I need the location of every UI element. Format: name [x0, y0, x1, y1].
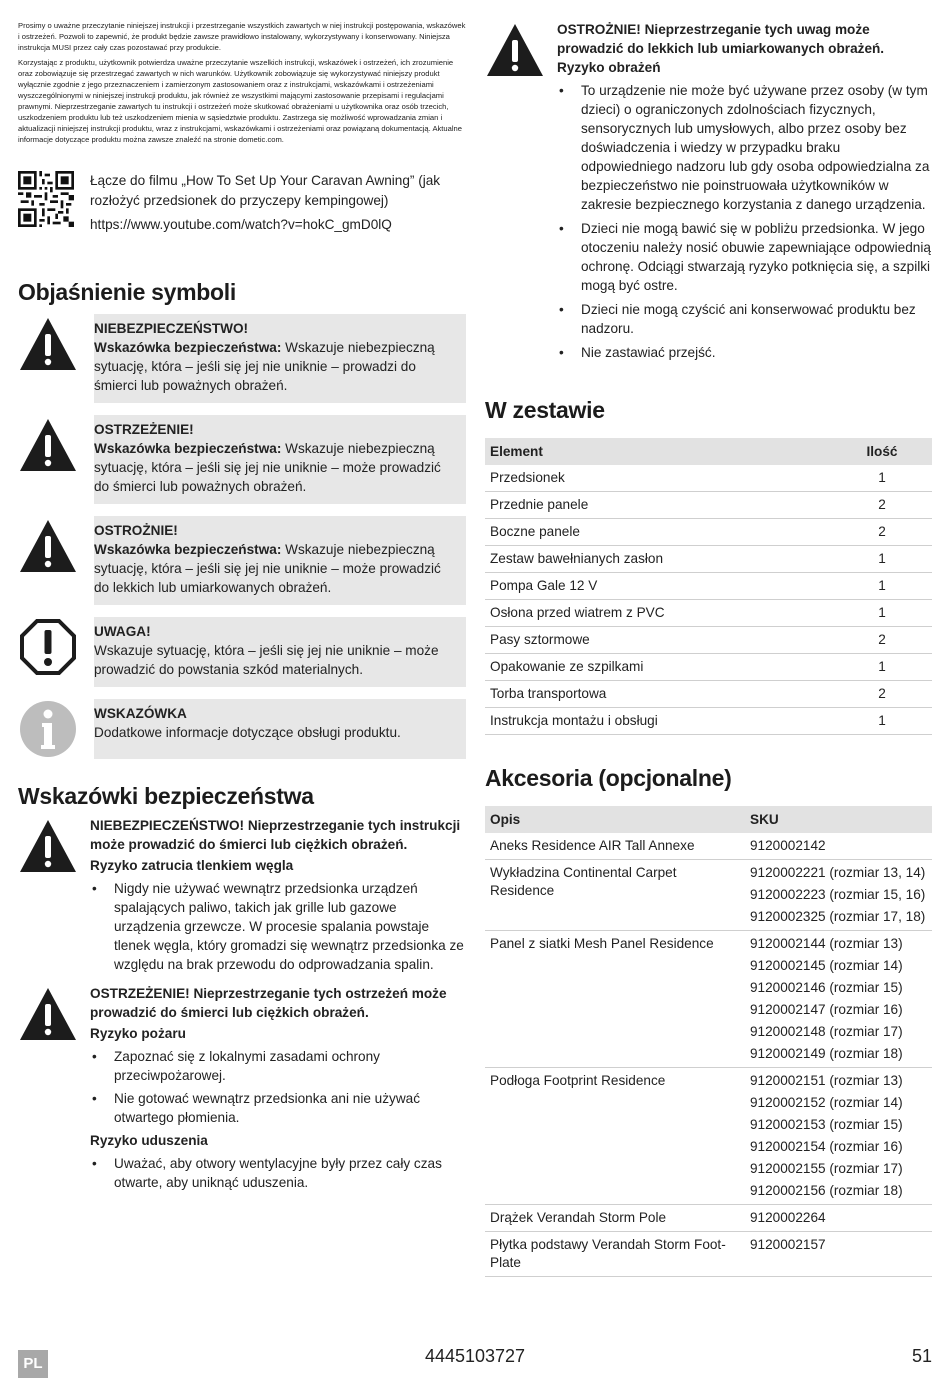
table-row: [485, 492, 932, 519]
qty-cell: 1: [832, 546, 932, 573]
sku-value: 9120002223 (rozmiar 15, 16): [750, 887, 926, 902]
sku-value: 9120002156 (rozmiar 18): [750, 1183, 903, 1198]
qty-cell: 2: [832, 627, 932, 654]
symbol-label: WSKAZÓWKA: [94, 706, 187, 721]
sku-value: 9120002149 (rozmiar 18): [750, 1046, 903, 1061]
page-number: 51: [911, 1346, 932, 1366]
table-row: [485, 1232, 932, 1277]
sku-value: 9120002147 (rozmiar 16): [750, 1002, 903, 1017]
sku-value: 9120002151 (rozmiar 13): [750, 1073, 903, 1088]
list-item: • To urządzenie nie może być używane przez osoby (w tym dzieci) o ograniczonych zdolnościach fizycznych, sensorycznych lub umysłowych, albo przez osoby bez doświadczenia i wiedzy w przypadku braku odpowiedniego nadzoru lub gdy osoba odpowiedzialna za bezpieczeństwo nie poinstruowała użytkowników w zakresie bezpiecznego korzystania z danego urządzenia.: [557, 81, 932, 214]
qty-cell: 1: [832, 600, 932, 627]
column-header-element: Element: [485, 438, 832, 465]
item-cell: Boczne panele: [485, 519, 832, 546]
caution-heading: OSTROŻNIE! Nieprzestrzeganie tych uwag może prowadzić do lekkich lub umiarkowanych obrażeń.: [557, 22, 885, 56]
table-row: [485, 519, 932, 546]
symbol-text: Dodatkowe informacje dotyczące obsługi produktu.: [94, 725, 401, 740]
desc-cell: Wykładzina Continental Carpet Residence: [485, 860, 745, 931]
symbol-caution-row: [18, 516, 466, 605]
list-item: • Dzieci nie mogą czyścić ani konserwować produktu bez nadzoru.: [557, 300, 932, 338]
column-header-desc: Opis: [485, 806, 745, 833]
item-cell: Pasy sztormowe: [485, 627, 832, 654]
sku-value: 9120002325 (rozmiar 17, 18): [750, 909, 926, 924]
symbol-lead: Wskazówka bezpieczeństwa:: [94, 441, 282, 456]
table-row: [485, 1205, 932, 1232]
list-item: • Dzieci nie mogą bawić się w pobliżu przedsionka. W jego otoczeniu należy nosić obuwie zapewniające odpowiednią ochronę. Odciągi stwarzają ryzyko potknięcia się, a szpilki mogą być ostre.: [557, 219, 932, 295]
table-row: [485, 654, 932, 681]
item-cell: Osłona przed wiatrem z PVC: [485, 600, 832, 627]
risk-title: Ryzyko pożaru: [90, 1026, 186, 1041]
sku-value: 9120002144 (rozmiar 13): [750, 936, 903, 951]
table-row: [485, 573, 932, 600]
intro-paragraph-1: Prosimy o uważne przeczytanie niniejszej instrukcji i przestrzeganie wszystkich zawartych w niej instrukcji postępowania, wskazówek i ostrzeżeń. Pozwoli to zapewnić, że produkt będzie zawsze prawidłowo instalowany, wykorzystywany i konserwowany. Niniejsza instrukcja MUSI przez cały czas pozostawać przy produkcie.: [18, 21, 466, 52]
table-row: [485, 627, 932, 654]
desc-cell: Aneks Residence AIR Tall Annexe: [485, 833, 745, 860]
symbol-warning-row: [18, 415, 466, 504]
sku-value: 9120002148 (rozmiar 17): [750, 1024, 903, 1039]
sku-value: 9120002142: [750, 838, 826, 853]
item-cell: Torba transportowa: [485, 681, 832, 708]
warning-triangle-icon: [18, 984, 78, 1044]
qty-cell: 1: [832, 708, 932, 735]
warning-triangle-icon: [18, 516, 78, 576]
table-row: [485, 931, 932, 1068]
warning-triangle-icon: [18, 816, 78, 876]
qty-cell: 2: [832, 681, 932, 708]
sku-value: 9120002157: [750, 1237, 826, 1252]
page-footer: [18, 1346, 932, 1378]
symbol-text: Wskazuje niebezpieczną sytuację, która – jeśli się jej nie uniknie – może prowadzić do lekkich lub umiarkowanych obrażeń.: [94, 542, 441, 595]
symbol-label: NIEBEZPIECZEŃSTWO!: [94, 321, 249, 336]
video-caption: Łącze do filmu „How To Set Up Your Caravan Awning” (jak rozłożyć przedsionek do przyczepy kempingowej): [90, 173, 441, 208]
language-badge: PL: [18, 1350, 48, 1378]
symbols-heading: Objaśnienie symboli: [18, 279, 236, 305]
contents-table: [485, 438, 932, 735]
symbol-info-box: [94, 699, 466, 759]
symbol-danger-box: [94, 314, 466, 403]
contents-heading: W zestawie: [485, 397, 605, 423]
video-url-link[interactable]: https://www.youtube.com/watch?v=hokC_gmD0lQ: [90, 217, 392, 232]
right-column: [485, 20, 932, 1277]
sku-value: 9120002221 (rozmiar 13, 14): [750, 865, 926, 880]
safety-heading: Wskazówki bezpieczeństwa: [18, 783, 314, 809]
desc-cell: Panel z siatki Mesh Panel Residence: [485, 931, 745, 1068]
item-cell: Przednie panele: [485, 492, 832, 519]
sku-value: 9120002153 (rozmiar 15): [750, 1117, 903, 1132]
symbol-text: Wskazuje niebezpieczną sytuację, która – jeśli się jej nie uniknie – może prowadzić do śmierci lub poważnych obrażeń.: [94, 441, 441, 494]
list-item: • Nie gotować wewnątrz przedsionka ani nie używać otwartego płomienia.: [90, 1089, 466, 1127]
table-row: [485, 860, 932, 931]
list-item: • Uważać, aby otwory wentylacyjne były przez cały czas otwarte, aby uniknąć uduszenia.: [90, 1154, 466, 1192]
sku-value: 9120002264: [750, 1210, 826, 1225]
qty-cell: 1: [832, 465, 932, 492]
warning-triangle-icon: [18, 314, 78, 374]
risk-title: Ryzyko uduszenia: [90, 1133, 208, 1148]
sku-value: 9120002155 (rozmiar 17): [750, 1161, 903, 1176]
sku-value: 9120002154 (rozmiar 16): [750, 1139, 903, 1154]
table-row: [485, 833, 932, 860]
document-number: 4445103727: [424, 1346, 526, 1366]
item-cell: Przedsionek: [485, 465, 832, 492]
column-header-sku: SKU: [745, 806, 932, 833]
warning-triangle-icon: [485, 20, 545, 80]
symbol-warning-box: [94, 415, 466, 504]
safety-caution-block: [485, 20, 932, 367]
symbol-text: Wskazuje sytuację, która – jeśli się jej nie uniknie – może prowadzić do powstania szkód materialnych.: [94, 643, 439, 677]
left-column: [18, 20, 466, 1196]
item-cell: Pompa Gale 12 V: [485, 573, 832, 600]
risk-title: Ryzyko obrażeń: [557, 60, 661, 75]
warning-heading: OSTRZEŻENIE! Nieprzestrzeganie tych ostrzeżeń może prowadzić do śmierci lub ciężkich obrażeń.: [90, 986, 447, 1020]
table-row: [485, 1068, 932, 1205]
symbol-text: Wskazuje niebezpieczną sytuację, która – jeśli się jej nie uniknie – prowadzi do śmierci lub poważnych obrażeń.: [94, 340, 435, 393]
warning-triangle-icon: [18, 415, 78, 475]
symbol-lead: Wskazówka bezpieczeństwa:: [94, 340, 282, 355]
table-row: [485, 546, 932, 573]
symbol-label: OSTRZEŻENIE!: [94, 422, 194, 437]
qty-cell: 1: [832, 573, 932, 600]
desc-cell: Płytka podstawy Verandah Storm Foot-Plate: [485, 1232, 745, 1277]
desc-cell: Drążek Verandah Storm Pole: [485, 1205, 745, 1232]
accessories-table: [485, 806, 932, 1277]
intro-paragraph-2: Korzystając z produktu, użytkownik potwierdza uważne przeczytanie wszelkich instrukcji, wskazówek i ostrzeżeń, ich zrozumienie oraz zobowiązuje się przestrzegać zawartych w nich warunków. Użytkownik zobowiązuje się wykorzystywać niniejszy produkt wyłącznie zgodnie z jego przeznaczeniem i zamierzonym zastosowaniem oraz z instrukcjami, wskazówkami i ostrzeżeniami wyszczególnionymi w niniejszej instrukcji produktu, jak również ze wszystkimi mającymi zastosowanie przepisami i regulacjami prawnymi. Nieprzestrzeganie zawartych tu instrukcji i ostrzeżeń może skutkować obrażeniami u użytkownika oraz osób trzecich, uszkodzeniem produktu lub też uszkodzeniem mienia w sąsiedztwie produktu. Zastrzega się możliwość wprowadzania zmian i aktualizacji niniejszej instrukcji produktu, wraz z instrukcjami, wskazówkami i ostrzeżeniami oraz powiązaną dokumentacją. Aktualne informacje dotyczące produktu można zawsze znaleźć na stronie dometic.com.: [18, 58, 463, 144]
notice-octagon-icon: [18, 617, 78, 677]
symbol-lead: Wskazówka bezpieczeństwa:: [94, 542, 282, 557]
column-header-qty: Ilość: [832, 438, 932, 465]
risk-title: Ryzyko zatrucia tlenkiem węgla: [90, 858, 294, 873]
item-cell: Instrukcja montażu i obsługi: [485, 708, 832, 735]
info-circle-icon: [18, 699, 78, 759]
list-item: • Nie zastawiać przejść.: [557, 343, 932, 362]
sku-value: 9120002145 (rozmiar 14): [750, 958, 903, 973]
safety-warning-block: [18, 984, 466, 1196]
symbol-caution-box: [94, 516, 466, 605]
symbol-info-row: [18, 699, 466, 759]
qty-cell: 2: [832, 519, 932, 546]
intro: [18, 20, 466, 145]
item-cell: Zestaw bawełnianych zasłon: [485, 546, 832, 573]
table-row: [485, 600, 932, 627]
symbol-notice-row: [18, 617, 466, 687]
list-item: • Zapoznać się z lokalnymi zasadami ochrony przeciwpożarowej.: [90, 1047, 466, 1085]
sku-value: 9120002152 (rozmiar 14): [750, 1095, 903, 1110]
table-row: [485, 465, 932, 492]
danger-heading: NIEBEZPIECZEŃSTWO! Nieprzestrzeganie tych instrukcji może prowadzić do śmierci lub ciężkich obrażeń.: [90, 818, 461, 852]
safety-danger-block: [18, 816, 466, 978]
symbol-label: OSTROŻNIE!: [94, 523, 178, 538]
table-row: [485, 708, 932, 735]
item-cell: Opakowanie ze szpilkami: [485, 654, 832, 681]
qty-cell: 2: [832, 492, 932, 519]
list-item: • Nigdy nie używać wewnątrz przedsionka urządzeń spalających paliwo, takich jak grille lub gazowe urządzenia grzewcze. W procesie spalania powstaje tlenek węgla, który gromadzi się wewnątrz przedsionka ze względu na brak przewodu do odprowadzania spalin.: [90, 879, 466, 974]
qr-code-icon: [18, 171, 74, 227]
accessories-heading: Akcesoria (opcjonalne): [485, 765, 732, 791]
symbol-danger-row: [18, 314, 466, 403]
table-row: [485, 681, 932, 708]
video-link-block: [18, 171, 466, 239]
desc-cell: Podłoga Footprint Residence: [485, 1068, 745, 1205]
symbol-label: UWAGA!: [94, 624, 151, 639]
qty-cell: 1: [832, 654, 932, 681]
sku-value: 9120002146 (rozmiar 15): [750, 980, 903, 995]
symbol-notice-box: [94, 617, 466, 687]
